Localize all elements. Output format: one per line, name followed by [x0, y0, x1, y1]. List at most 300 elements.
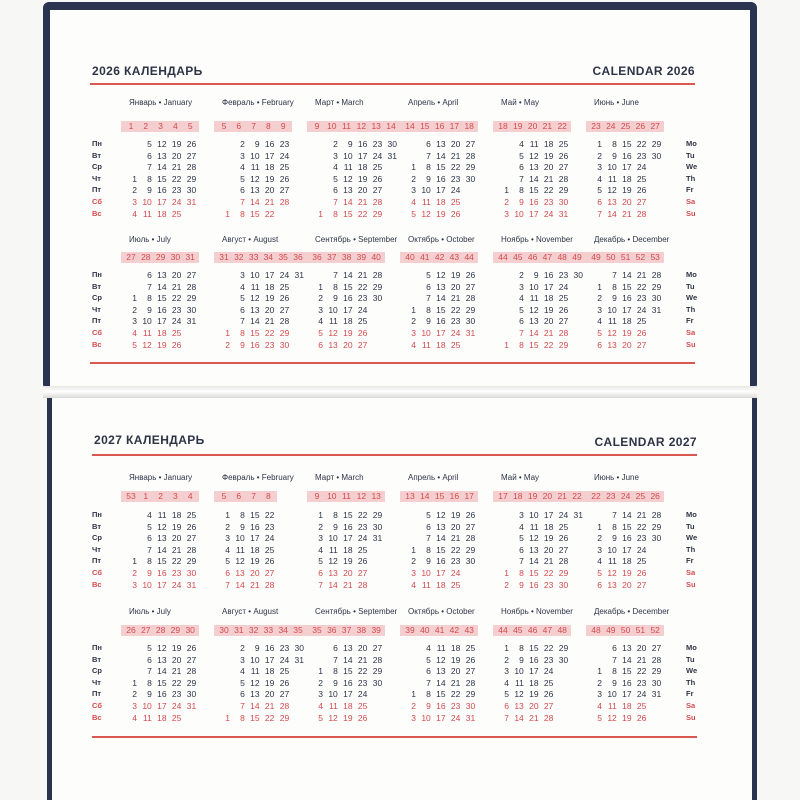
calendar-date: 16 — [343, 677, 353, 688]
week-number: 2 — [143, 121, 149, 131]
calendar-date: 30 — [558, 654, 569, 665]
calendar-date: 9 — [612, 293, 617, 304]
calendar-date: 19 — [622, 568, 632, 578]
calendar-date: 14 — [328, 579, 338, 590]
calendar-date: 6 — [426, 139, 431, 149]
calendar-date: 2 — [240, 643, 245, 653]
calendar-date: 6 — [318, 339, 323, 350]
calendar-date: 19 — [529, 689, 539, 700]
calendar-date: 26 — [636, 568, 647, 578]
calendar-date: 16 — [622, 150, 632, 161]
week-number: 32 — [234, 252, 244, 262]
calendar-date: 23 — [558, 270, 569, 280]
calendar-date: 14 — [250, 316, 260, 327]
calendar-date: 9 — [533, 270, 539, 280]
calendar-date: 14 — [529, 556, 539, 567]
week-number: 44 — [464, 252, 474, 262]
calendar-date: 12 — [421, 208, 431, 219]
calendar-date: 13 — [607, 197, 617, 207]
calendar-date: 18 — [622, 701, 632, 711]
calendar-date: 18 — [157, 208, 167, 219]
calendar-date: 18 — [343, 544, 353, 555]
calendar-date: 14 — [622, 510, 632, 520]
calendar-date: 17 — [622, 162, 632, 173]
calendar-date: 28 — [465, 533, 476, 544]
week-number: 15 — [434, 491, 445, 501]
weekday-label-en: We — [686, 666, 698, 676]
weekday-label-ru: Пн — [92, 643, 102, 652]
week-number: 31 — [234, 625, 244, 635]
calendar-date: 21 — [171, 162, 182, 173]
calendar-date: 24 — [636, 304, 647, 315]
calendar-date: 1 — [411, 162, 416, 173]
week-number: 7 — [251, 491, 256, 501]
calendar-date: 6 — [612, 643, 617, 653]
weekday-label-ru: Сб — [92, 328, 102, 337]
calendar-date: 4 — [240, 666, 245, 677]
calendar-date: 27 — [543, 701, 554, 711]
calendar-date: 30 — [573, 270, 583, 280]
week-number: 44 — [498, 252, 508, 262]
calendar-date: 14 — [436, 677, 446, 688]
calendar-date: 5 — [597, 712, 602, 723]
week-number: 27 — [141, 625, 151, 635]
calendar-date: 15 — [436, 689, 446, 700]
calendar-date: 4 — [333, 162, 338, 173]
calendar-date: 10 — [328, 689, 338, 700]
month-name: Июнь • June — [594, 98, 639, 107]
calendar-date: 25 — [558, 139, 569, 149]
calendar-date: 21 — [543, 556, 554, 567]
calendar-date: 2 — [132, 304, 137, 315]
calendar-date: 13 — [622, 643, 632, 653]
calendar-date: 3 — [411, 712, 416, 723]
calendar-date: 24 — [357, 533, 368, 544]
calendar-date: 22 — [450, 162, 461, 173]
calendar-date: 4 — [597, 173, 602, 184]
calendar-date: 7 — [333, 270, 338, 280]
calendar-date: 9 — [612, 150, 617, 161]
calendar-date: 8 — [147, 173, 152, 184]
calendar-date: 13 — [436, 281, 446, 292]
week-number: 21 — [542, 121, 553, 131]
week-number: 20 — [542, 491, 553, 501]
calendar-date: 4 — [411, 339, 416, 350]
week-number: 29 — [155, 252, 166, 262]
calendar-date: 3 — [225, 533, 230, 544]
calendar-date: 17 — [543, 281, 554, 292]
calendar-date: 31 — [186, 701, 197, 711]
weekday-label-en: We — [686, 533, 698, 543]
week-number: 24 — [620, 491, 631, 501]
calendar-date: 17 — [157, 579, 167, 590]
week-number: 19 — [527, 491, 538, 501]
calendar-date: 20 — [450, 521, 461, 532]
month-name: Июль • July — [129, 235, 171, 244]
calendar-date: 22 — [171, 677, 182, 688]
calendar-date: 19 — [264, 173, 275, 184]
calendar-date: 26 — [279, 293, 290, 304]
calendar-date: 5 — [519, 304, 524, 315]
calendar-date: 21 — [264, 701, 275, 711]
calendar-date: 7 — [519, 556, 524, 567]
week-number: 53 — [650, 252, 660, 262]
calendar-date: 17 — [157, 197, 167, 207]
calendar-date: 16 — [157, 689, 167, 700]
calendar-date: 9 — [426, 701, 431, 711]
calendar-date: 11 — [328, 701, 338, 711]
calendar-date: 4 — [132, 712, 137, 723]
calendar-date: 27 — [651, 643, 662, 653]
calendar-date: 11 — [421, 579, 431, 590]
calendar-date: 30 — [372, 677, 383, 688]
calendar-date: 27 — [186, 150, 197, 161]
calendar-date: 30 — [651, 533, 662, 544]
calendar-date: 16 — [622, 677, 632, 688]
calendar-date: 21 — [343, 579, 353, 590]
calendar-date: 25 — [186, 510, 197, 520]
month-name: Февраль • February — [222, 98, 294, 107]
calendar-date: 1 — [225, 208, 230, 219]
weekday-label-en: Fr — [686, 316, 694, 326]
calendar-date: 20 — [250, 568, 260, 578]
calendar-date: 30 — [279, 339, 290, 350]
calendar-page-2027 — [52, 397, 752, 800]
calendar-date: 1 — [132, 293, 137, 304]
calendar-date: 21 — [357, 270, 368, 280]
calendar-date: 27 — [186, 270, 197, 280]
week-number: 45 — [513, 252, 523, 262]
calendar-date: 29 — [372, 208, 383, 219]
calendar-date: 21 — [264, 197, 275, 207]
calendar-date: 29 — [372, 510, 383, 520]
calendar-date: 10 — [529, 510, 539, 520]
calendar-date: 1 — [318, 208, 323, 219]
calendar-date: 20 — [622, 339, 632, 350]
calendar-date: 21 — [450, 150, 461, 161]
calendar-date: 29 — [558, 339, 569, 350]
calendar-date: 10 — [607, 162, 617, 173]
calendar-date: 10 — [142, 316, 152, 327]
calendar-date: 28 — [543, 712, 554, 723]
calendar-date: 19 — [343, 328, 353, 338]
calendar-date: 11 — [157, 510, 167, 520]
calendar-date: 4 — [147, 510, 152, 520]
calendar-date: 12 — [607, 568, 617, 578]
calendar-date: 27 — [279, 689, 290, 700]
calendar-date: 22 — [636, 139, 647, 149]
calendar-date: 12 — [157, 643, 167, 653]
calendar-date: 7 — [426, 150, 431, 161]
weekday-label-en: Su — [686, 339, 696, 349]
calendar-date: 29 — [279, 712, 290, 723]
calendar-date: 19 — [543, 304, 554, 315]
week-number: 51 — [620, 252, 631, 262]
week-number: 3 — [173, 491, 178, 501]
calendar-date: 24 — [171, 316, 182, 327]
calendar-date: 23 — [636, 533, 647, 544]
calendar-date: 13 — [529, 544, 539, 555]
calendar-date: 25 — [450, 197, 461, 207]
calendar-date: 12 — [529, 150, 539, 161]
calendar-date: 8 — [333, 208, 338, 219]
calendar-date: 20 — [357, 185, 368, 196]
calendar-date: 2 — [318, 677, 323, 688]
calendar-date: 24 — [636, 162, 647, 173]
calendar-date: 21 — [543, 328, 554, 338]
calendar-date: 5 — [132, 339, 137, 350]
calendar-date: 2 — [597, 150, 602, 161]
calendar-date: 31 — [387, 150, 397, 161]
calendar-date: 16 — [343, 293, 353, 304]
calendar-date: 19 — [250, 556, 260, 567]
calendar-date: 30 — [294, 643, 304, 653]
weekday-label-ru: Ср — [92, 533, 102, 543]
calendar-date: 6 — [333, 185, 338, 196]
calendar-date: 21 — [622, 208, 632, 219]
calendar-date: 7 — [426, 677, 431, 688]
calendar-date: 25 — [558, 293, 569, 304]
calendar-date: 28 — [279, 701, 290, 711]
calendar-date: 2 — [504, 197, 509, 207]
week-number: 5 — [187, 121, 193, 131]
calendar-date: 25 — [357, 701, 368, 711]
week-number: 49 — [572, 252, 582, 262]
week-number: 37 — [341, 625, 352, 635]
calendar-date: 22 — [264, 510, 275, 520]
week-number: 7 — [251, 121, 256, 131]
calendar-date: 28 — [357, 579, 368, 590]
calendar-date: 7 — [519, 173, 524, 184]
calendar-date: 19 — [264, 293, 275, 304]
calendar-date: 30 — [186, 185, 197, 196]
calendar-date: 1 — [597, 521, 602, 532]
week-number: 21 — [557, 491, 567, 501]
weekday-label-ru: Сб — [92, 568, 102, 577]
calendar-date: 11 — [343, 162, 353, 173]
calendar-date: 4 — [240, 281, 245, 292]
calendar-date: 28 — [372, 270, 383, 280]
month-name: Сентябрь • September — [315, 235, 398, 244]
calendar-date: 12 — [157, 521, 167, 532]
calendar-date: 16 — [529, 654, 539, 665]
calendar-date: 11 — [142, 712, 152, 723]
calendar-date: 29 — [465, 544, 476, 555]
calendar-date: 2 — [411, 556, 416, 567]
week-number: 31 — [185, 252, 195, 262]
calendar-date: 22 — [543, 568, 554, 578]
calendar-date: 30 — [651, 150, 662, 161]
week-number: 8 — [266, 121, 271, 131]
calendar-date: 13 — [607, 579, 617, 590]
calendar-date: 9 — [519, 654, 524, 665]
week-number: 36 — [312, 252, 322, 262]
calendar-date: 26 — [372, 173, 383, 184]
week-number: 53 — [126, 491, 136, 501]
calendar-date: 9 — [147, 568, 152, 578]
calendar-date: 29 — [558, 643, 569, 653]
calendar-date: 27 — [558, 162, 569, 173]
calendar-date: 14 — [436, 150, 446, 161]
weekday-label-en: Sa — [686, 568, 696, 577]
calendar-date: 24 — [450, 712, 461, 723]
calendar-date: 9 — [147, 689, 152, 700]
calendar-date: 6 — [147, 533, 152, 544]
calendar-date: 14 — [436, 293, 446, 304]
calendar-date: 5 — [333, 173, 338, 184]
calendar-date: 18 — [622, 173, 632, 184]
calendar-date: 12 — [607, 712, 617, 723]
calendar-date: 19 — [622, 712, 632, 723]
calendar-date: 18 — [622, 556, 632, 567]
calendar-date: 12 — [250, 173, 260, 184]
calendar-date: 18 — [436, 339, 446, 350]
calendar-date: 11 — [607, 173, 617, 184]
calendar-date: 1 — [132, 173, 137, 184]
calendar-date: 8 — [426, 544, 431, 555]
calendar-date: 14 — [529, 328, 539, 338]
calendar-date: 26 — [186, 139, 197, 149]
calendar-date: 15 — [250, 712, 260, 723]
calendar-date: 2 — [504, 579, 509, 590]
month-name: Апрель • April — [408, 473, 459, 482]
calendar-date: 1 — [597, 139, 602, 149]
week-number: 36 — [327, 625, 337, 635]
calendar-date: 22 — [450, 544, 461, 555]
calendar-date: 10 — [421, 712, 431, 723]
calendar-date: 7 — [519, 328, 524, 338]
calendar-date: 20 — [171, 270, 182, 280]
calendar-date: 19 — [157, 339, 167, 350]
calendar-date: 7 — [318, 579, 323, 590]
calendar-date: 17 — [264, 150, 275, 161]
calendar-date: 12 — [436, 654, 446, 665]
calendar-date: 23 — [636, 677, 647, 688]
week-number: 10 — [327, 121, 337, 131]
calendar-date: 5 — [426, 510, 431, 520]
month-name: Январь • January — [129, 473, 193, 482]
calendar-date: 1 — [411, 544, 416, 555]
calendar-date: 26 — [636, 712, 647, 723]
calendar-date: 13 — [436, 666, 446, 677]
calendar-date: 28 — [558, 173, 569, 184]
week-number: 25 — [620, 121, 631, 131]
calendar-date: 19 — [450, 654, 461, 665]
calendar-date: 23 — [543, 579, 554, 590]
calendar-date: 27 — [372, 185, 383, 196]
weekday-label-ru: Пт — [92, 689, 102, 699]
calendar-date: 2 — [411, 701, 416, 711]
calendar-date: 20 — [543, 162, 554, 173]
calendar-date: 31 — [651, 304, 662, 315]
calendar-date: 20 — [622, 197, 632, 207]
calendar-date: 4 — [519, 293, 524, 304]
calendar-date: 28 — [186, 666, 197, 677]
calendar-date: 30 — [465, 701, 476, 711]
week-number: 17 — [464, 491, 474, 501]
week-number: 15 — [420, 121, 430, 131]
calendar-date: 22 — [357, 666, 368, 677]
calendar-date: 4 — [519, 139, 524, 149]
calendar-date: 16 — [622, 533, 632, 544]
calendar-date: 26 — [450, 208, 461, 219]
calendar-date: 14 — [343, 654, 353, 665]
week-number: 48 — [591, 625, 601, 635]
calendar-date: 16 — [250, 339, 260, 350]
calendar-date: 24 — [357, 304, 368, 315]
calendar-date: 30 — [186, 689, 197, 700]
calendar-date: 18 — [250, 544, 260, 555]
calendar-date: 21 — [636, 270, 647, 280]
calendar-date: 4 — [597, 701, 602, 711]
calendar-date: 19 — [622, 185, 632, 196]
calendar-date: 8 — [612, 521, 617, 532]
week-number: 29 — [170, 625, 181, 635]
calendar-date: 19 — [543, 533, 554, 544]
weekday-label-ru: Сб — [92, 701, 102, 710]
week-number: 52 — [635, 252, 646, 262]
calendar-date: 15 — [529, 185, 539, 196]
calendar-date: 4 — [426, 643, 431, 653]
calendar-date: 26 — [558, 304, 569, 315]
calendar-date: 18 — [622, 316, 632, 327]
calendar-date: 9 — [426, 316, 431, 327]
calendar-date: 30 — [186, 304, 197, 315]
calendar-date: 27 — [636, 197, 647, 207]
calendar-date: 5 — [519, 150, 524, 161]
weekday-label-ru: Пн — [92, 270, 102, 279]
calendar-date: 3 — [411, 185, 416, 196]
calendar-date: 8 — [612, 281, 617, 292]
calendar-date: 20 — [450, 139, 461, 149]
calendar-date: 23 — [171, 689, 182, 700]
calendar-date: 1 — [411, 689, 416, 700]
calendar-date: 12 — [529, 533, 539, 544]
calendar-date: 2 — [132, 568, 137, 578]
week-number: 35 — [312, 625, 322, 635]
weekday-label-en: Fr — [686, 689, 694, 699]
month-name: Август • August — [222, 235, 279, 244]
week-number: 46 — [527, 625, 538, 635]
calendar-date: 18 — [543, 521, 554, 532]
calendar-date: 19 — [264, 677, 275, 688]
week-number: 49 — [591, 252, 601, 262]
week-number: 17 — [498, 491, 508, 501]
calendar-date: 21 — [636, 654, 647, 665]
week-number: 26 — [126, 625, 136, 635]
week-number: 5 — [221, 121, 227, 131]
calendar-date: 6 — [318, 568, 323, 578]
calendar-date: 1 — [504, 339, 509, 350]
calendar-date: 28 — [636, 208, 647, 219]
calendar-date: 7 — [612, 654, 617, 665]
calendar-date: 8 — [333, 281, 338, 292]
calendar-date: 3 — [333, 150, 338, 161]
calendar-date: 9 — [426, 556, 431, 567]
calendar-date: 5 — [225, 556, 230, 567]
calendar-date: 21 — [529, 712, 539, 723]
calendar-date: 26 — [357, 556, 368, 567]
weekday-label-ru: Сб — [92, 197, 102, 206]
calendar-date: 28 — [465, 293, 476, 304]
week-number: 26 — [635, 121, 646, 131]
calendar-date: 25 — [636, 316, 647, 327]
calendar-date: 2 — [240, 139, 245, 149]
calendar-date: 28 — [465, 677, 476, 688]
month-name: Ноябрь • November — [501, 235, 573, 244]
week-number: 25 — [635, 491, 646, 501]
week-number: 40 — [371, 252, 381, 262]
